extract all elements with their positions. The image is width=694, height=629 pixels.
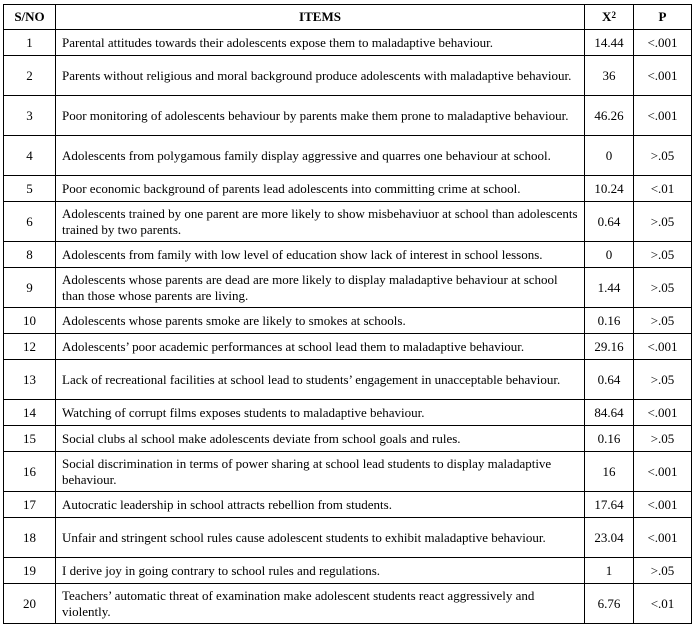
cell-p-value: <.001	[634, 452, 692, 492]
cell-sno: 6	[4, 202, 56, 242]
table-row	[4, 96, 692, 136]
cell-chi-square: 6.76	[585, 584, 634, 624]
cell-p-value: <.001	[634, 30, 692, 56]
cell-sno: 14	[4, 400, 56, 426]
cell-chi-square: 46.26	[585, 96, 634, 136]
table-row	[4, 30, 692, 56]
cell-sno: 8	[4, 242, 56, 268]
cell-item: Adolescents from polygamous family display aggressive and quarres one behaviour at school.	[56, 136, 585, 176]
cell-sno: 19	[4, 558, 56, 584]
cell-p-value: <.001	[634, 400, 692, 426]
cell-sno: 4	[4, 136, 56, 176]
cell-chi-square: 29.16	[585, 334, 634, 360]
cell-chi-square: 1.44	[585, 268, 634, 308]
cell-item: Social clubs al school make adolescents deviate from school goals and rules.	[56, 426, 585, 452]
cell-chi-square: 0.16	[585, 426, 634, 452]
cell-p-value: <.001	[634, 56, 692, 96]
cell-item: Social discrimination in terms of power sharing at school lead students to display maladaptive behaviour.	[56, 452, 585, 492]
cell-sno: 12	[4, 334, 56, 360]
cell-p-value: >.05	[634, 136, 692, 176]
cell-item: Poor monitoring of adolescents behaviour by parents make them prone to maladaptive behaviour.	[56, 96, 585, 136]
cell-item: Teachers’ automatic threat of examination make adolescent students react aggressively and violently.	[56, 584, 585, 624]
cell-item: Lack of recreational facilities at school lead to students’ engagement in unacceptable behaviour.	[56, 360, 585, 400]
cell-sno: 2	[4, 56, 56, 96]
cell-chi-square: 16	[585, 452, 634, 492]
header-chi-square-superscript: 2	[611, 10, 616, 20]
cell-chi-square: 1	[585, 558, 634, 584]
cell-p-value: <.001	[634, 518, 692, 558]
cell-item: Autocratic leadership in school attracts rebellion from students.	[56, 492, 585, 518]
cell-p-value: <.001	[634, 334, 692, 360]
cell-p-value: >.05	[634, 202, 692, 242]
table-row	[4, 334, 692, 360]
table-row	[4, 518, 692, 558]
cell-sno: 9	[4, 268, 56, 308]
header-chi-square	[585, 5, 634, 30]
cell-item: Adolescents from family with low level of education show lack of interest in school lessons.	[56, 242, 585, 268]
header-items: ITEMS	[56, 5, 585, 30]
cell-sno: 17	[4, 492, 56, 518]
cell-sno: 20	[4, 584, 56, 624]
cell-chi-square: 14.44	[585, 30, 634, 56]
cell-p-value: <.001	[634, 96, 692, 136]
cell-sno: 16	[4, 452, 56, 492]
cell-p-value: <.01	[634, 176, 692, 202]
table-row	[4, 584, 692, 624]
cell-p-value: >.05	[634, 308, 692, 334]
cell-sno: 13	[4, 360, 56, 400]
table-row	[4, 426, 692, 452]
cell-chi-square: 17.64	[585, 492, 634, 518]
cell-sno: 1	[4, 30, 56, 56]
table-row	[4, 492, 692, 518]
cell-chi-square: 0.64	[585, 202, 634, 242]
header-p-value: P	[634, 5, 692, 30]
table-row	[4, 400, 692, 426]
cell-p-value: <.001	[634, 492, 692, 518]
cell-item: Unfair and stringent school rules cause adolescent students to exhibit maladaptive behaviour.	[56, 518, 585, 558]
cell-p-value: >.05	[634, 242, 692, 268]
cell-chi-square: 0	[585, 242, 634, 268]
header-sno: S/NO	[4, 5, 56, 30]
cell-chi-square: 0.64	[585, 360, 634, 400]
table-row	[4, 176, 692, 202]
cell-item: Adolescents trained by one parent are more likely to show misbehaviuor at school than adolescents trained by two parents.	[56, 202, 585, 242]
table-row	[4, 56, 692, 96]
cell-item: Adolescents whose parents smoke are likely to smokes at schools.	[56, 308, 585, 334]
cell-p-value: >.05	[634, 426, 692, 452]
cell-chi-square: 10.24	[585, 176, 634, 202]
table-row	[4, 242, 692, 268]
table-row	[4, 452, 692, 492]
cell-p-value: <.01	[634, 584, 692, 624]
table-row	[4, 308, 692, 334]
cell-chi-square: 23.04	[585, 518, 634, 558]
cell-sno: 18	[4, 518, 56, 558]
header-row	[4, 5, 692, 30]
cell-item: Adolescents’ poor academic performances at school lead them to maladaptive behaviour.	[56, 334, 585, 360]
table-row	[4, 558, 692, 584]
cell-item: I derive joy in going contrary to school rules and regulations.	[56, 558, 585, 584]
cell-sno: 5	[4, 176, 56, 202]
cell-item: Parental attitudes towards their adolescents expose them to maladaptive behaviour.	[56, 30, 585, 56]
cell-item: Poor economic background of parents lead adolescents into committing crime at school.	[56, 176, 585, 202]
cell-chi-square: 0	[585, 136, 634, 176]
cell-sno: 3	[4, 96, 56, 136]
table-row	[4, 360, 692, 400]
table-body	[4, 30, 692, 624]
cell-item: Parents without religious and moral background produce adolescents with maladaptive behaviour.	[56, 56, 585, 96]
table-row	[4, 268, 692, 308]
cell-chi-square: 0.16	[585, 308, 634, 334]
table-row	[4, 136, 692, 176]
cell-item: Adolescents whose parents are dead are more likely to display maladaptive behaviour at school than those whose parents are living.	[56, 268, 585, 308]
cell-p-value: >.05	[634, 360, 692, 400]
chi-square-results-table	[3, 4, 692, 624]
cell-sno: 15	[4, 426, 56, 452]
cell-chi-square: 84.64	[585, 400, 634, 426]
cell-p-value: >.05	[634, 268, 692, 308]
cell-chi-square: 36	[585, 56, 634, 96]
cell-p-value: >.05	[634, 558, 692, 584]
cell-item: Watching of corrupt films exposes students to maladaptive behaviour.	[56, 400, 585, 426]
table-row	[4, 202, 692, 242]
header-chi-square-base: X	[602, 9, 612, 24]
cell-sno: 10	[4, 308, 56, 334]
